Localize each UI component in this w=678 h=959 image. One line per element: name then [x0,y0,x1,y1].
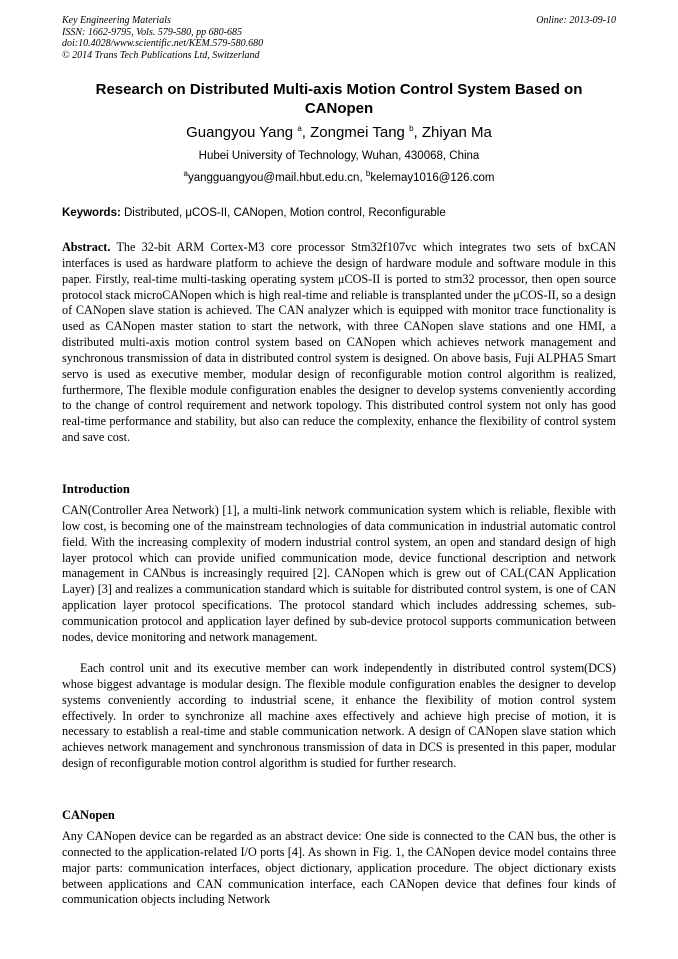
abstract-label: Abstract. [62,240,111,254]
section-heading-introduction: Introduction [62,482,130,496]
paper-title: Research on Distributed Multi-axis Motion Control System Based on CANopen [95,81,583,117]
online-date: Online: 2013-09-10 [536,15,616,26]
author-affiliation-mark: b [409,124,414,133]
author-affiliation-mark: a [297,124,302,133]
introduction-paragraph: CAN(Controller Area Network) [1], a multi-link network communication system which is reliable, flexible with low cost, is becoming one of the mainstream technologies of data communication in industrial automatic control field. With the increasing complexity of modern industrial control system, an open and standard design of high layer protocol which can provide unified communication mode, device functional description and network management in CANbus is increasingly required [2]. CANopen which is grew out of CAL(CAN Application Layer) [3] and realizes a communication standard which is suitable for distributed control system, is one of CAN application layer protocol specifications. The protocol standard which includes addressing schemes, sub-communication protocol and application layer defined by sub-device protocol supports communication between nodes, device monitoring and network management. [62,503,616,644]
author-separator: , [301,124,311,141]
introduction-paragraph: Each control unit and its executive member can work independently in distributed control system(DCS) whose biggest advantage is modular design. The flexible module configuration enables the designer to develop systems conveniently according to industrial scene, it enhance the flexibility of motion control system effectively. In order to synchronize all machine axes effectively and achieve high precise of motion, it is necessary to establish a real-time and stable communication network. A design of CANopen slave station which achieves network management and synchronous transmission of data in DCS is presented in this paper, modular design of reconfigurable motion control algorithm is studied for further research. [62,661,616,771]
keywords [62,206,616,220]
keywords-text: Distributed, μCOS-II, CANopen, Motion control, Reconfigurable [120,207,446,219]
author-list [62,124,616,142]
email-mark: a [183,169,188,179]
author-name: Zhiyan Ma [421,124,492,141]
doi-line: doi:10.4028/www.scientific.net/KEM.579-580.680 [62,38,264,49]
email-a: yangguangyou@mail.hbut.edu.cn, [187,172,366,184]
keywords-label: Keywords: [62,207,121,219]
abstract-text: The 32-bit ARM Cortex-M3 core processor Stm32f107vc which integrates two sets of bxCAN interfaces is used as hardware platform to achieve the design of hardware module and software module in this paper. Firstly, real-time multi-tasking operating system μCOS-II is ported to stm32 processor, then open source protocol stack microCANopen which is high real-time and reliable is transplanted under the μCOS-II, so a design of CANopen slave station is achieved. The CAN analyzer which is equipped with monitor trace functionality is used as CANopen master station to start the network, with three CANopen slave stations and one HMI, a distributed multi-axis motion control system based on CANopen which achieves network management and synchronous transmission of data in distributed control system is designed. On above basis, Fuji ALPHA5 Smart servo is used as executive member, modular design of reconfigurable motion control algorithm is realized, furthermore, The flexible module configuration enables the designer to develop systems conveniently according to the change of control requirement and network topology. This distributed control system not only has good real-time performance and stability, but also can reduce the complexity, enhance the flexibility of control system and save cost. [62,240,616,445]
abstract [62,240,616,446]
section-heading-canopen: CANopen [62,808,115,822]
email-b: kelemay1016@126.com [370,172,495,184]
journal-name: Key Engineering Materials [62,15,171,26]
author-name: Guangyou Yang [186,124,298,141]
canopen-paragraph: Any CANopen device can be regarded as an abstract device: One side is connected to the CAN bus, the other is connected to the application-related I/O ports [4]. As shown in Fig. 1, the CANopen device model contains three major parts: communication interfaces, object dictionary, application procedure. The object dictionary exists between applications and CAN communication interface, each CANopen device that defines four kinds of communication objects including Network [62,829,616,907]
journal-header [62,15,263,61]
issn-line: ISSN: 1662-9795, Vols. 579-580, pp 680-685 [62,26,242,38]
author-name: Zongmei Tang [310,124,410,141]
author-separator: , [413,124,422,141]
copyright-line: © 2014 Trans Tech Publications Ltd, Switzerland [62,49,260,61]
email-mark: b [365,169,371,179]
author-emails [62,171,616,185]
affiliation: Hubei University of Technology, Wuhan, 430068, China [198,150,480,162]
